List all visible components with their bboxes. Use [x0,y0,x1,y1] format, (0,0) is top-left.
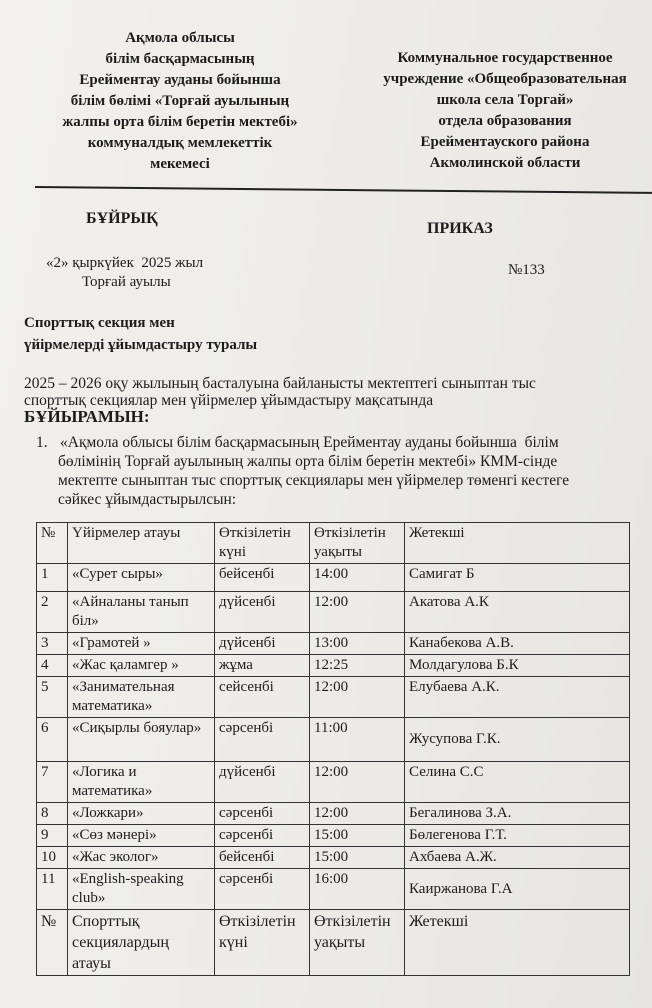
cell-day: сейсенбі [215,677,310,718]
decree-word: БҰЙЫРАМЫН: [24,407,150,426]
order-title-ru: ПРИКАЗ [427,220,493,237]
table-row [37,762,630,803]
cell-day: дүйсенбі [215,592,310,633]
sport-header-name: Спорттық секциялардың атауы [68,910,215,976]
cell-time: 12:00 [310,803,405,825]
cell-leader: Самигат Б [405,564,630,592]
header-right-line: Коммунальное государственное [397,50,613,66]
cell-name: «Грамотей » [68,633,215,655]
table-row [37,847,630,869]
cell-day: дүйсенбі [215,633,310,655]
cell-num: 10 [37,847,68,869]
header-left-line: коммуналдық мемлекеттік [87,135,273,151]
header-right-line: Ерейментауского района [420,134,590,150]
clubs-table [36,522,630,976]
sport-header-time: Өткізілетін уақыты [310,910,405,976]
cell-num: 1 [37,564,68,592]
cell-day: сәрсенбі [215,718,310,762]
cell-name: «English-speaking club» [68,869,215,910]
sport-header-row [37,910,630,976]
header-right-line: школа села Торгай» [436,92,574,108]
cell-num: 2 [37,592,68,633]
table-row [37,803,630,825]
cell-name: «Айналаны танып біл» [68,592,215,633]
cell-day: бейсенбі [215,564,310,592]
cell-num: 11 [37,869,68,910]
header-left-line: мекемесі [150,156,210,172]
sport-header-num: № [37,910,68,976]
cell-num: 9 [37,825,68,847]
header-left-line: Ақмола облысы [125,30,235,46]
item-line-4: сәйкес ұйымдастырылсын: [58,491,237,508]
header-left-line: жалпы орта білім беретін мектебі» [62,114,298,130]
cell-num: 3 [37,633,68,655]
cell-name: «Жас эколог» [68,847,215,869]
item-line-1: «Ақмола облысы білім басқармасының Ерейментау ауданы бойынша білім [60,434,559,451]
cell-num: 8 [37,803,68,825]
order-date: «2» қыркүйек 2025 жыл [46,255,204,271]
sport-header-day: Өткізілетін күні [215,910,310,976]
table-row [37,677,630,718]
item-line-3: мектепте сыныптан тыс спорттық секциялары мен үйірмелер төменгі кестеге [58,472,570,489]
cell-day: сәрсенбі [215,869,310,910]
cell-leader: Акатова А.К [405,592,630,633]
header-divider [35,186,652,194]
cell-name: «Логика и математика» [68,762,215,803]
header-right-line: отдела образования [438,113,572,129]
cell-time: 11:00 [310,718,405,762]
header-day: Өткізілетін күні [215,523,310,564]
cell-day: дүйсенбі [215,762,310,803]
cell-leader: Молдагулова Б.К [405,655,630,677]
cell-day: бейсенбі [215,847,310,869]
preamble-line-1: 2025 – 2026 оқу жылының басталуына байланысты мектептегі сыныптан тыс [24,375,536,392]
item-number: 1. [36,434,48,451]
cell-leader: Бөлегенова Г.Т. [405,825,630,847]
cell-leader: Каиржанова Г.А [405,869,630,910]
header-time: Өткізілетін уақыты [310,523,405,564]
cell-num: 5 [37,677,68,718]
cell-name: «Занимательная математика» [68,677,215,718]
cell-day: сәрсенбі [215,803,310,825]
header-right-russian [362,48,648,174]
cell-name: «Сиқырлы бояулар» [68,718,215,762]
cell-time: 13:00 [310,633,405,655]
table-row [37,633,630,655]
cell-leader: Елубаева А.К. [405,677,630,718]
table-row [37,718,630,762]
order-number: №133 [508,262,545,278]
header-left-line: Ерейментау ауданы бойынша [79,72,281,88]
header-left-line: білім бөлімі «Торғай ауылының [70,93,290,109]
table-header-row [37,523,630,564]
cell-name: «Сурет сыры» [68,564,215,592]
cell-num: 4 [37,655,68,677]
header-right-line: Акмолинской области [429,155,581,171]
table-row [37,564,630,592]
cell-leader: Канабекова А.В. [405,633,630,655]
cell-time: 14:00 [310,564,405,592]
header-right-line: учреждение «Общеобразовательная [383,71,627,87]
cell-day: жұма [215,655,310,677]
cell-leader: Селина С.С [405,762,630,803]
cell-num: 7 [37,762,68,803]
cell-name: «Жас қаламгер » [68,655,215,677]
cell-time: 12:00 [310,762,405,803]
header-num: № [37,523,68,564]
order-place: Торғай ауылы [82,274,171,290]
cell-leader: Ахбаева А.Ж. [405,847,630,869]
cell-leader: Бегалинова З.А. [405,803,630,825]
subject-line-2: үйірмелерді ұйымдастыру туралы [24,337,258,353]
preamble-line-2: спорттық секциялар мен үйірмелер ұйымдастыру мақсатында [24,392,434,409]
cell-time: 12:25 [310,655,405,677]
table-row [37,825,630,847]
header-left-kazakh [30,28,330,175]
header-name: Үйірмелер атауы [68,523,215,564]
cell-leader: Жусупова Г.К. [405,718,630,762]
table-row [37,655,630,677]
cell-time: 12:00 [310,592,405,633]
header-leader: Жетекші [405,523,630,564]
item-line-2: бөлімінің Торғай ауылының жалпы орта білім беретін мектебі» КММ-сінде [58,453,558,470]
order-title-kz: БҰЙРЫҚ [86,210,158,227]
cell-name: «Сөз мәнері» [68,825,215,847]
cell-time: 12:00 [310,677,405,718]
cell-num: 6 [37,718,68,762]
subject-line-1: Спорттық секция мен [24,315,175,331]
cell-time: 15:00 [310,847,405,869]
cell-time: 16:00 [310,869,405,910]
header-left-line: білім басқармасының [105,51,255,67]
cell-name: «Ложкари» [68,803,215,825]
sport-header-leader: Жетекші [405,910,630,976]
cell-day: сәрсенбі [215,825,310,847]
cell-time: 15:00 [310,825,405,847]
table-row [37,869,630,910]
table-row [37,592,630,633]
